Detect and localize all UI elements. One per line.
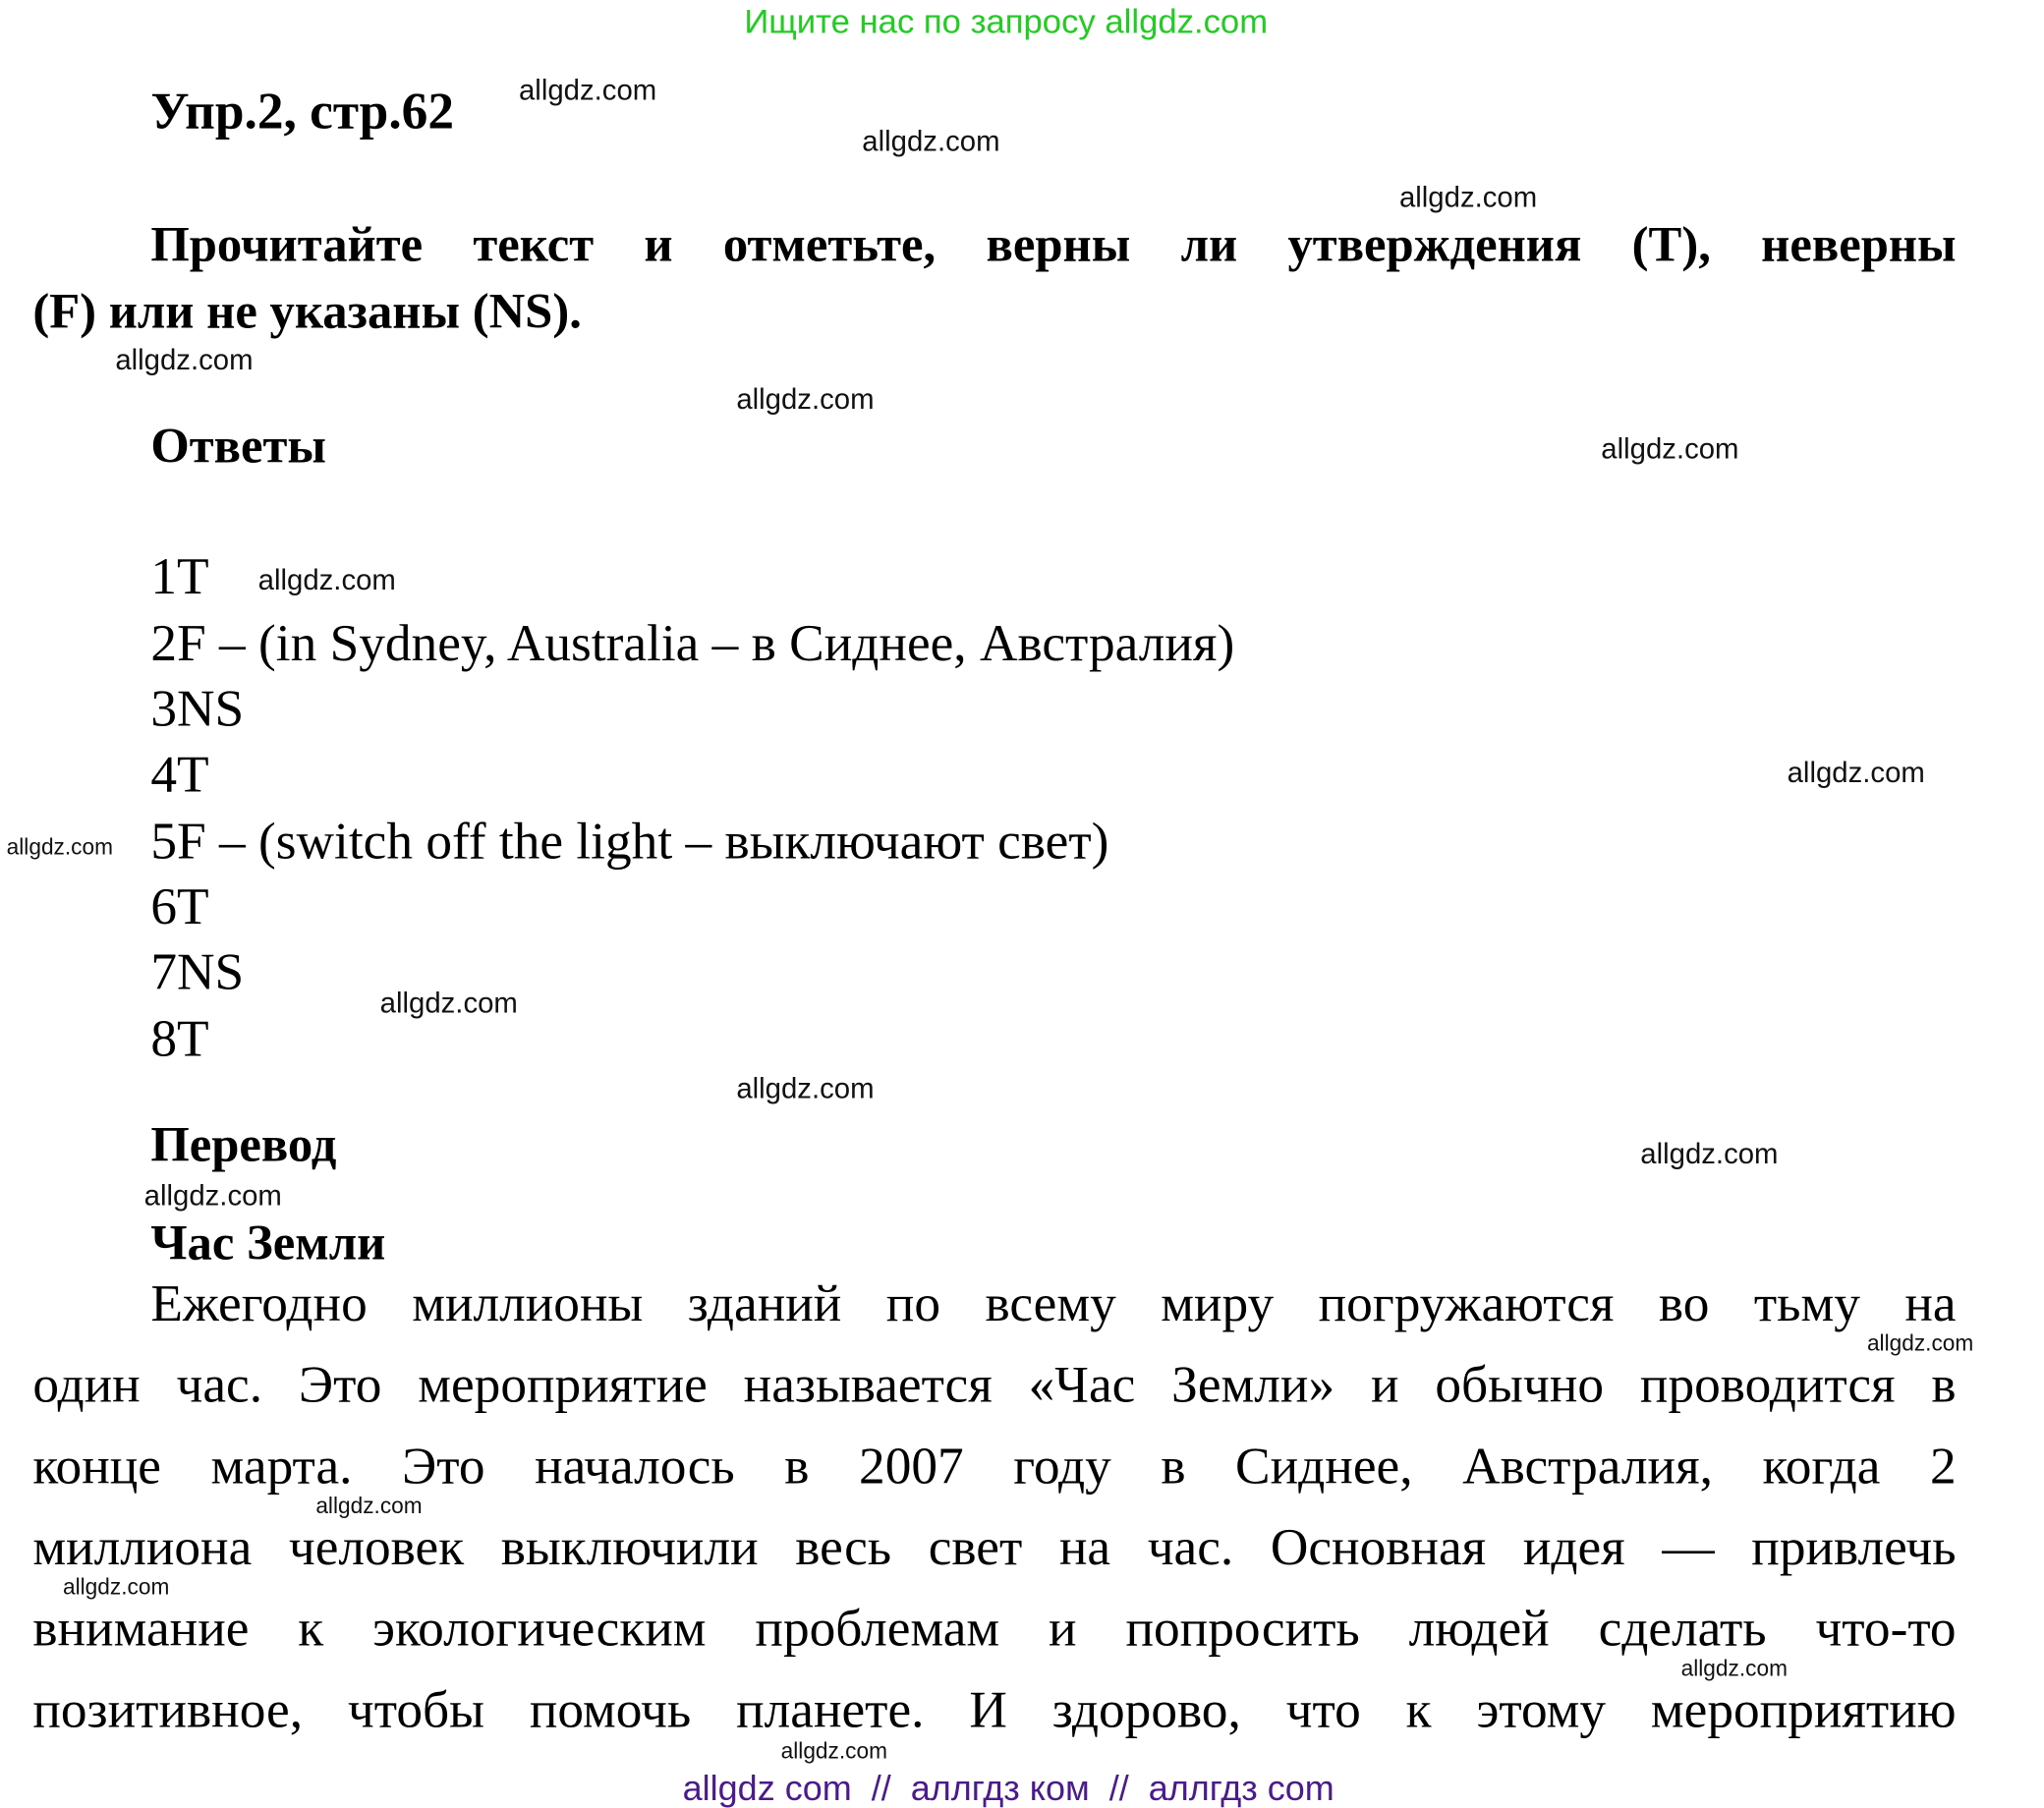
watermark: allgdz.com bbox=[1787, 756, 1925, 789]
translation-line: миллиона человек выключили весь свет на час. Основная идея — привлечь bbox=[32, 1516, 1957, 1576]
footer-links[interactable]: allgdz com // аллгдз ком // аллгдз com bbox=[682, 1768, 1334, 1808]
page-title: Упр.2, стр.62 bbox=[150, 81, 455, 141]
instruction-line-1: Прочитайте текст и отметьте, верны ли утверждения (T), неверны bbox=[150, 217, 1957, 273]
watermark: allgdz.com bbox=[6, 834, 114, 860]
translation-title: Час Земли bbox=[150, 1215, 386, 1271]
watermark: allgdz.com bbox=[862, 124, 1000, 157]
watermark: allgdz.com bbox=[257, 563, 396, 596]
watermark: allgdz.com bbox=[315, 1493, 423, 1519]
watermark: allgdz.com bbox=[736, 382, 875, 416]
answer-item: 2F – (in Sydney, Australia – в Сиднее, Австралия) bbox=[150, 612, 1235, 672]
watermark: allgdz.com bbox=[379, 986, 518, 1020]
translation-line: позитивное, чтобы помочь планете. И здорово, что к этому мероприятию bbox=[32, 1679, 1957, 1739]
watermark: allgdz.com bbox=[62, 1574, 170, 1600]
watermark: allgdz.com bbox=[736, 1071, 875, 1104]
answer-item: 6T bbox=[150, 876, 209, 935]
answer-item: 1T bbox=[150, 545, 209, 605]
answers-heading: Ответы bbox=[150, 419, 326, 475]
watermark: allgdz.com bbox=[518, 73, 657, 106]
translation-line: один час. Это мероприятие называется «Час Земли» и обычно проводится в bbox=[32, 1354, 1957, 1414]
search-banner[interactable]: Ищите нас по запросу allgdz.com bbox=[744, 1, 1269, 41]
answer-item: 4T bbox=[150, 744, 209, 804]
answer-item: 5F – (switch off the light – выключают свет) bbox=[150, 811, 1109, 871]
answer-item: 7NS bbox=[150, 941, 245, 1001]
watermark: allgdz.com bbox=[115, 343, 254, 376]
watermark: allgdz.com bbox=[143, 1178, 282, 1213]
watermark: allgdz.com bbox=[1601, 431, 1739, 466]
instruction-line-2: (F) или не указаны (NS). bbox=[32, 284, 582, 340]
watermark: allgdz.com bbox=[780, 1738, 887, 1764]
translation-line: внимание к экологическим проблемам и попросить людей сделать что-то bbox=[32, 1598, 1957, 1658]
translation-line: Ежегодно миллионы зданий по всему миру погружаются во тьму на bbox=[150, 1272, 1957, 1332]
translation-line: конце марта. Это началось в 2007 году в Сиднее, Австралия, когда 2 bbox=[32, 1436, 1957, 1496]
answer-item: 3NS bbox=[150, 678, 245, 738]
watermark: allgdz.com bbox=[1680, 1656, 1788, 1681]
watermark: allgdz.com bbox=[1866, 1330, 1974, 1356]
answer-item: 8T bbox=[150, 1008, 209, 1068]
watermark: allgdz.com bbox=[1640, 1137, 1779, 1170]
translation-heading: Перевод bbox=[150, 1117, 337, 1173]
watermark: allgdz.com bbox=[1398, 180, 1538, 214]
